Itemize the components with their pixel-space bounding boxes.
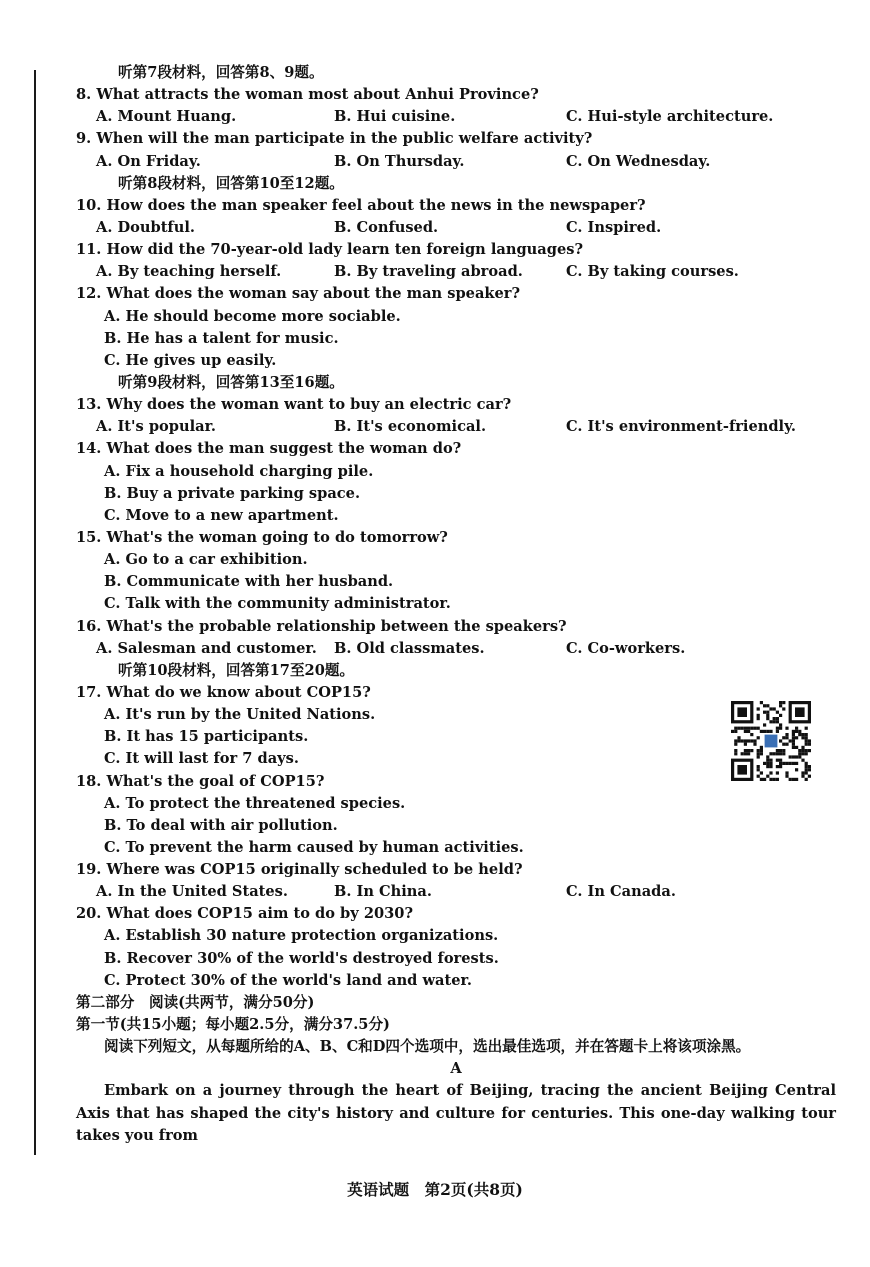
question-stem: 15. What's the woman going to do tomorrow? — [76, 528, 448, 546]
answer-option: A. He should become more sociable. — [104, 307, 401, 325]
answer-option: B. He has a talent for music. — [104, 329, 339, 347]
answer-option: B. Communicate with her husband. — [104, 573, 394, 591]
option-row — [76, 881, 836, 903]
answer-option: C. In Canada. — [566, 883, 676, 901]
part-title: 第二部分 阅读(共两节，满分50分) — [76, 993, 315, 1011]
answer-option: C. It's environment-friendly. — [566, 418, 796, 436]
answer-option: B. In China. — [334, 883, 432, 901]
passage-text: Embark on a journey through the heart of Beijing, tracing the ancient Beijing Central Axis that has shaped the city's history and culture for centuries. This one-day walking tour takes you from — [76, 1082, 836, 1144]
answer-option: C. It will last for 7 days. — [104, 750, 299, 768]
option-row — [76, 638, 836, 660]
answer-option: A. It's run by the United Nations. — [104, 706, 376, 724]
answer-option: A. It's popular. — [96, 418, 216, 436]
question-stem: 18. What's the goal of COP15? — [76, 772, 325, 790]
option-row — [76, 106, 836, 128]
listening-section-header: 听第9段材料，回答第13至16题。 — [118, 373, 344, 391]
option-row — [76, 151, 836, 173]
answer-option: B. Recover 30% of the world's destroyed forests. — [104, 949, 499, 967]
answer-option: C. Talk with the community administrator. — [104, 595, 451, 613]
answer-option: A. To protect the threatened species. — [104, 794, 406, 812]
question-stem: 8. What attracts the woman most about Anhui Province? — [76, 86, 539, 104]
answer-option: C. Protect 30% of the world's land and water. — [104, 971, 472, 989]
answer-option: B. By traveling abroad. — [334, 263, 523, 281]
answer-option: B. On Thursday. — [334, 152, 465, 170]
answer-option: C. Move to a new apartment. — [104, 506, 339, 524]
option-row — [76, 217, 836, 239]
answer-option: A. Doubtful. — [96, 218, 195, 236]
answer-option: A. On Friday. — [96, 152, 201, 170]
answer-option: B. Old classmates. — [334, 639, 485, 657]
question-stem: 19. Where was COP15 originally scheduled to be held? — [76, 861, 523, 879]
question-stem: 17. What do we know about COP15? — [76, 683, 371, 701]
answer-option: C. Inspired. — [566, 218, 662, 236]
answer-option: C. Hui-style architecture. — [566, 108, 774, 126]
listening-section-header: 听第7段材料，回答第8、9题。 — [118, 64, 324, 81]
question-stem: 10. How does the man speaker feel about the news in the newspaper? — [76, 196, 646, 214]
answer-option: C. Co-workers. — [566, 639, 686, 657]
question-stem: 16. What's the probable relationship between the speakers? — [76, 617, 567, 635]
answer-option: A. By teaching herself. — [96, 263, 282, 281]
qr-code-icon — [731, 701, 811, 781]
reading-instruction: 阅读下列短文，从每题所给的A、B、C和D四个选项中，选出最佳选项，并在答题卡上将该项涂黑。 — [104, 1038, 751, 1056]
exam-content — [76, 62, 836, 1147]
listening-section-header: 听第8段材料，回答第10至12题。 — [118, 174, 344, 192]
answer-option: A. In the United States. — [96, 883, 288, 901]
answer-option: B. It has 15 participants. — [104, 728, 309, 746]
page-footer: 英语试题 第2页(共8页) — [347, 1180, 523, 1199]
question-stem: 11. How did the 70-year-old lady learn ten foreign languages? — [76, 241, 583, 259]
question-stem: 14. What does the man suggest the woman do? — [76, 440, 462, 458]
answer-option: C. On Wednesday. — [566, 152, 711, 170]
answer-option: B. To deal with air pollution. — [104, 816, 338, 834]
answer-option: A. Salesman and customer. — [96, 639, 317, 657]
question-stem: 20. What does COP15 aim to do by 2030? — [76, 905, 413, 923]
answer-option: B. Buy a private parking space. — [104, 484, 361, 502]
option-row — [76, 416, 836, 438]
answer-option: A. Establish 30 nature protection organizations. — [104, 927, 499, 945]
section-title: 第一节(共15小题；每小题2.5分，满分37.5分) — [76, 1016, 390, 1034]
answer-option: C. By taking courses. — [566, 263, 739, 281]
listening-section-header: 听第10段材料，回答第17至20题。 — [118, 661, 355, 679]
answer-option: A. Go to a car exhibition. — [104, 551, 308, 569]
answer-option: C. To prevent the harm caused by human activities. — [104, 838, 524, 856]
option-row — [76, 261, 836, 283]
passage-label: A — [450, 1060, 462, 1078]
answer-option: B. Confused. — [334, 218, 439, 236]
question-stem: 13. Why does the woman want to buy an electric car? — [76, 396, 512, 414]
answer-option: B. It's economical. — [334, 418, 487, 436]
answer-option: B. Hui cuisine. — [334, 108, 456, 126]
question-stem: 12. What does the woman say about the man speaker? — [76, 285, 521, 303]
answer-option: C. He gives up easily. — [104, 351, 277, 369]
answer-option: A. Mount Huang. — [96, 108, 237, 126]
question-stem: 9. When will the man participate in the public welfare activity? — [76, 130, 593, 148]
answer-option: A. Fix a household charging pile. — [104, 462, 374, 480]
margin-rule — [34, 70, 36, 1155]
